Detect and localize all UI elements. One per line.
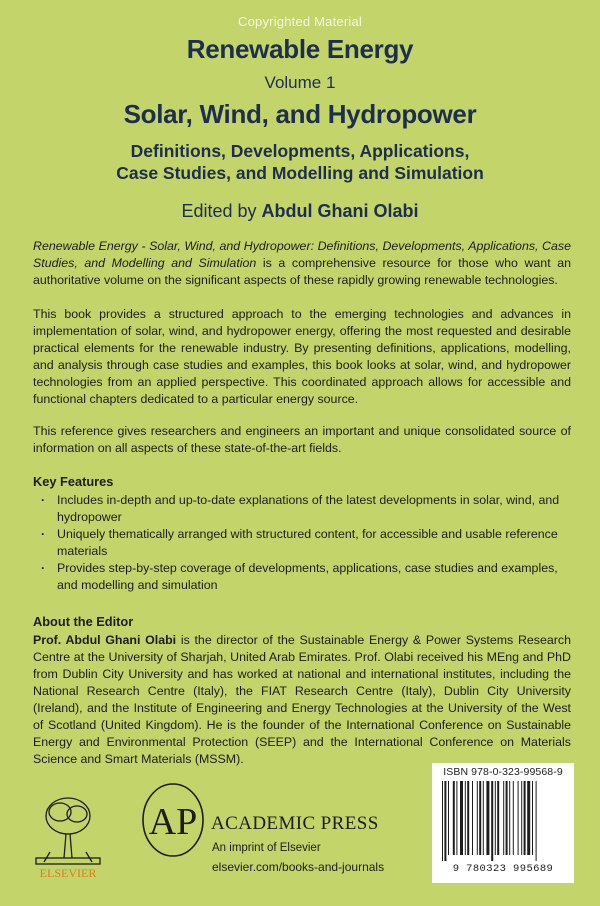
barcode-bar: [479, 781, 481, 855]
barcode-bar: [527, 781, 530, 855]
publisher-imprint: An imprint of Elsevier: [212, 842, 321, 854]
description-paragraph-3: This reference gives researchers and engineers an important and unique consolidated source of information on all aspects of these state-of-the-art fields.: [33, 424, 571, 455]
subsubtitle-line-1: Definitions, Developments, Applications,: [130, 141, 470, 161]
barcode-bar: [448, 781, 449, 855]
barcode-bar: [536, 781, 537, 861]
barcode-bar: [444, 781, 446, 861]
key-feature-item: · Includes in-depth and up-to-date explanations of the latest developments in solar, wind, and hydropower: [33, 492, 573, 526]
barcode-bar: [491, 781, 493, 861]
barcode-bar: [506, 781, 508, 855]
barcode-bar: [453, 781, 455, 855]
about-editor-heading: About the Editor: [33, 614, 134, 629]
book-subtitle: Solar, Wind, and Hydropower: [123, 99, 477, 129]
barcode-bar: [472, 781, 473, 855]
barcode-bar: [532, 781, 533, 855]
description-italic-title: Renewable Energy - Solar, Wind, and Hydropower: Definitions, Developments, Applications, Case Studies, and Modelling and Simulation: [33, 239, 571, 270]
barcode-bar: [497, 781, 499, 855]
tree-canopy-icon: [46, 798, 90, 834]
barcode-bar: [486, 781, 489, 855]
tree-trunk-icon: [64, 834, 72, 858]
isbn-label: ISBN 978-0-323-99568-9: [443, 766, 563, 778]
barcode-panel: [432, 763, 574, 883]
book-title: Renewable Energy: [186, 34, 414, 64]
key-feature-item: · Provides step-by-step coverage of developments, applications, case studies and examples, and modelling and simulation: [33, 560, 573, 594]
barcode-bar: [521, 781, 522, 855]
editor-name: Abdul Ghani Olabi: [261, 201, 419, 221]
barcode-bar: [513, 781, 514, 855]
barcode-bar: [524, 781, 526, 855]
barcode-bar: [460, 781, 463, 855]
barcode-bar: [503, 781, 504, 855]
ap-monogram: AP: [148, 801, 198, 843]
barcode-icon: [440, 781, 566, 863]
editor-bio-name: Prof. Abdul Ghani Olabi: [33, 633, 177, 647]
academic-press-logo: [140, 782, 206, 858]
barcode-bar: [509, 781, 510, 855]
description-paragraph-1: [33, 238, 571, 289]
volume-label: Volume 1: [264, 73, 336, 92]
publisher-url[interactable]: elsevier.com/books-and-journals: [212, 860, 385, 874]
key-feature-item: · Uniquely thematically arranged with structured content, for accessible and usable reference materials: [33, 526, 573, 560]
description-p1-text: is a comprehensive resource for those who want an authoritative volume on the significant aspects of these rapidly growing renewable technologies.: [33, 256, 572, 287]
edited-by-label: Edited by: [181, 201, 257, 221]
barcode-bar: [495, 781, 496, 855]
key-features-list: [33, 492, 573, 594]
subsubtitle-line-2: Case Studies, and Modelling and Simulation: [116, 163, 484, 183]
barcode-bar: [477, 781, 478, 855]
barcode-bar: [467, 781, 469, 855]
publisher-name: ACADEMIC PRESS: [211, 813, 379, 834]
edited-by: [0, 201, 600, 222]
barcode-bar: [483, 781, 484, 855]
editor-bio-text: is the director of the Sustainable Energy & Power Systems Research Centre at the University of Sharjah, United Arab Emirates. Prof. Olabi received his MEng and PhD from Dublin City University and has worked at national and international institutes, including the National Research Centre (Italy), the FIAT Research Centre (Italy), Dublin City University (Ireland), and the Institute of Engineering and Energy Technologies at the University of the West of Scotland (United Kingdom). He is the founder of the International Conference on Sustainable Energy and Environmental Protection (SEEP) and the International Conference on Materials Science and Smart Materials (MSSM).: [33, 633, 571, 766]
elsevier-logo: [30, 790, 106, 882]
barcode-bar: [518, 781, 519, 855]
barcode-bar: [442, 781, 443, 861]
barcode-bar: [465, 781, 466, 855]
barcode-bar: [456, 781, 457, 855]
barcode-digits: 9 780323 995689: [452, 863, 554, 875]
about-editor-bio: [33, 632, 571, 768]
book-subsubtitle: [40, 140, 560, 184]
description-paragraph-2: This book provides a structured approach to the emerging technologies and advances in implementation of solar, wind, and hydropower energy, offering the most requested and desirable practical elements for the renewable industry. By presenting definitions, applications, modelling, and analysis through case studies and examples, this book looks at solar, wind, and hydropower technologies from an applied perspective. This coordinated approach allows for accessible and functional chapters dedicated to a particular energy source.: [33, 307, 571, 406]
elsevier-wordmark: ELSEVIER: [39, 866, 97, 880]
key-features-heading: Key Features: [33, 474, 114, 489]
watermark: Copyrighted Material: [238, 14, 362, 29]
